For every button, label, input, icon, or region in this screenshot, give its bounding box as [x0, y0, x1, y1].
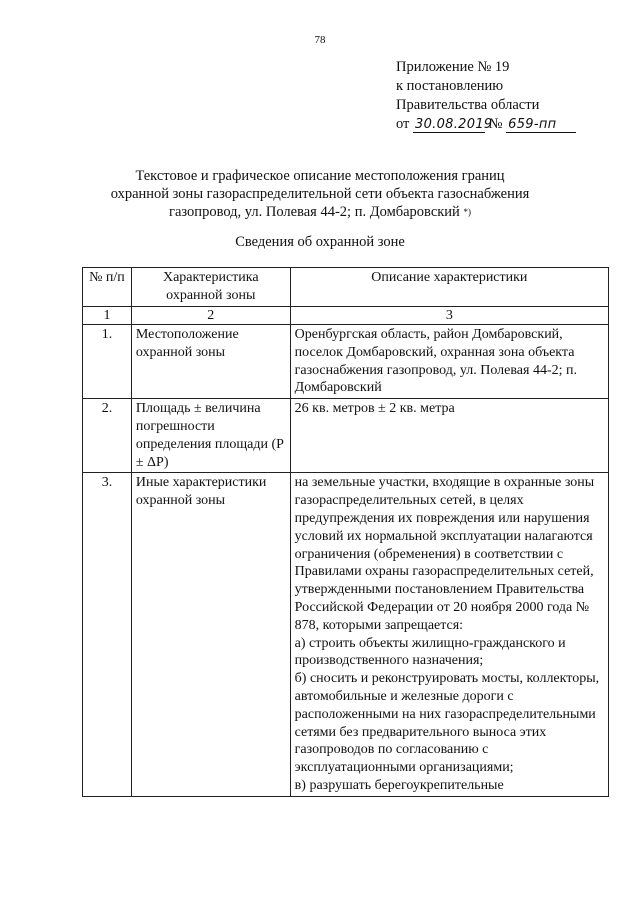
appendix-ref-line: к постановлению	[396, 78, 504, 94]
appendix-block	[396, 58, 576, 134]
appendix-authority-line: Правительства области	[396, 97, 540, 113]
table-row	[83, 325, 609, 399]
number-label: №	[488, 116, 503, 132]
row-description	[290, 399, 608, 473]
row-characteristic: Иные характеристики охранной зоны	[131, 473, 290, 796]
row-characteristic: Площадь ± величина погрешности определения площади (P ± ΔP)	[131, 399, 290, 473]
row-number: 3.	[83, 473, 132, 796]
header-number: № п/п	[83, 268, 132, 307]
description-paragraph: в) разрушать берегоукрепительные	[294, 777, 504, 793]
row-description	[290, 473, 608, 796]
title-line-2: охранной зоны газораспределительной сети объекта газоснабжения	[110, 186, 530, 202]
title-line-1: Текстовое и графическое описание местоположения границ	[135, 168, 505, 184]
row-description	[290, 325, 608, 399]
numbering-cell-2: 2	[131, 307, 290, 325]
appendix-date-line	[396, 115, 576, 134]
document-title	[0, 167, 640, 221]
from-label: от	[396, 116, 410, 132]
page-number: 78	[314, 34, 326, 46]
description-paragraph: 26 кв. метров ± 2 кв. метра	[294, 401, 455, 417]
handwritten-number: 659-пп	[506, 117, 576, 133]
description-paragraph: Оренбургская область, район Домбаровский, поселок Домбаровский, охранная зона объекта газоснабжения газопровод, ул. Полевая 44-2; п. Домбаровский	[294, 327, 577, 396]
handwritten-date: 30.08.2019	[415, 117, 493, 132]
zone-info-table	[82, 267, 609, 797]
section-subtitle: Сведения об охранной зоне	[235, 234, 405, 250]
description-paragraph: а) строить объекты жилищно-гражданского и производственного назначения;	[294, 635, 566, 669]
numbering-cell-1: 1	[83, 307, 132, 325]
table-numbering-row	[83, 307, 609, 325]
title-line-3	[0, 203, 640, 221]
title-line-3-text: газопровод, ул. Полевая 44-2; п. Домбаровский	[169, 204, 460, 220]
row-number: 1.	[83, 325, 132, 399]
row-number: 2.	[83, 399, 132, 473]
table-header-row	[83, 268, 609, 307]
description-paragraph: на земельные участки, входящие в охранные зоны газораспределительных сетей, в целях предупреждения их повреждения или нарушения условий их нормальной эксплуатации налагаются ограничения (обременения) в соответствии с Правилами охраны газораспределительных сетей, утвержденными постановлением Правительства Российской Федерации от 20 ноября 2000 года № 878, которыми запрещается:	[294, 475, 595, 633]
table-row	[83, 399, 609, 473]
table-row	[83, 473, 609, 796]
row-characteristic: Местоположение охранной зоны	[131, 325, 290, 399]
header-description: Описание характеристики	[290, 268, 608, 307]
numbering-cell-3: 3	[290, 307, 608, 325]
description-paragraph: б) сносить и реконструировать мосты, коллекторы, автомобильные и железные дороги с расположенными на них газораспределительными сетями без предварительного выноса этих газопроводов по согласованию с эксплуатационными организациями;	[294, 671, 600, 776]
footnote-mark: *)	[463, 207, 471, 217]
appendix-title: Приложение № 19	[396, 59, 510, 75]
header-characteristic: Характеристика охранной зоны	[131, 268, 290, 307]
